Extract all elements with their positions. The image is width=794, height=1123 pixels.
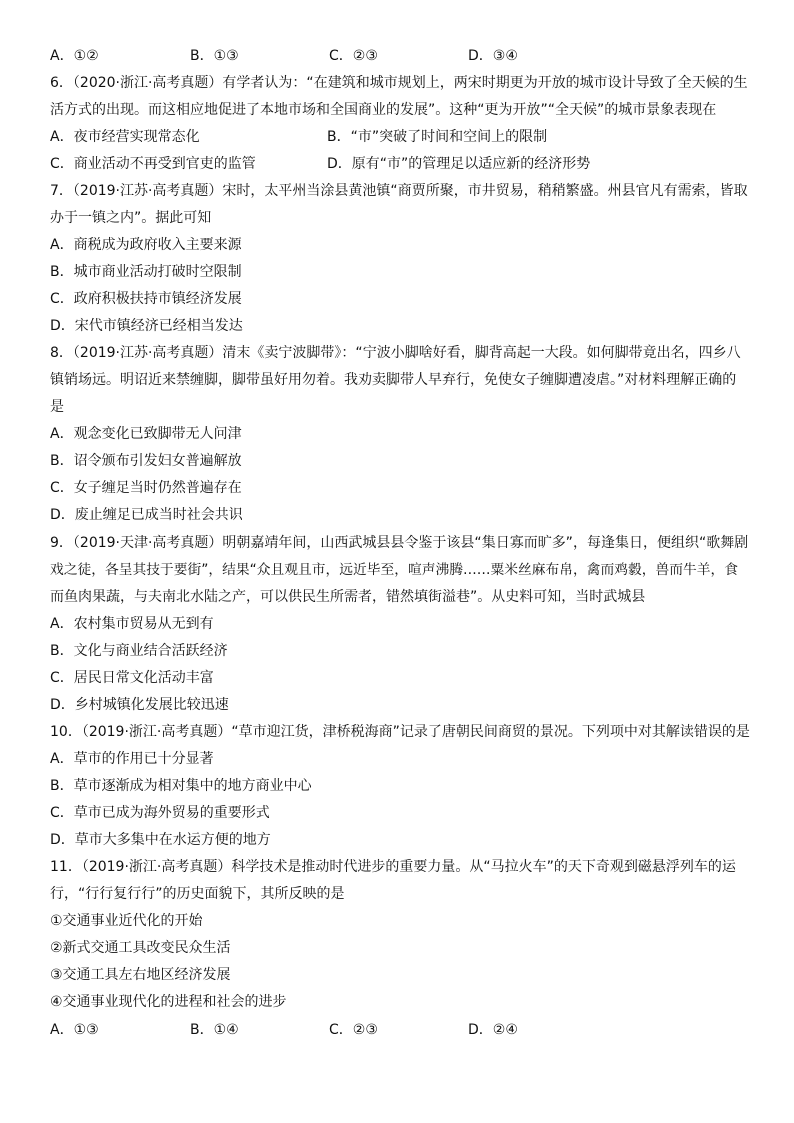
q9-stem-line2: 戏之徒，各呈其技于要街”，结果“众且观且市，远近毕至，喧声沸腾……粟米丝麻布帛，禽而鸡豰，兽而牛羊，食 — [50, 562, 739, 578]
q6-options-row1 — [50, 127, 750, 147]
q11-statement-4: ④交通事业现代化的进程和社会的进步 — [50, 994, 287, 1010]
q5-option-c: C．②③ — [329, 48, 378, 64]
q10-option-a: A．草市的作用已十分显著 — [50, 751, 214, 767]
q5-options — [50, 46, 750, 66]
q7-option-d: D．宋代市镇经济已经相当发达 — [50, 318, 243, 334]
q8-stem-line3: 是 — [50, 399, 64, 415]
q9-stem-line3: 而鱼肉果蔬，与夫南北水陆之产，可以供民生所需者，错然填街溢巷”。从史料可知，当时武城县 — [50, 589, 646, 605]
q6-option-d: D．原有“市”的管理足以适应新的经济形势 — [327, 156, 591, 172]
q7-stem-line2: 办于一镇之内”。据此可知 — [50, 210, 212, 226]
q6-option-a: A．夜市经营实现常态化 — [50, 129, 200, 145]
q9-option-c: C．居民日常文化活动丰富 — [50, 670, 214, 686]
q7-option-b: B．城市商业活动打破时空限制 — [50, 264, 242, 280]
q6-option-c: C．商业活动不再受到官吏的监管 — [50, 156, 256, 172]
q11-statement-3: ③交通工具左右地区经济发展 — [50, 967, 231, 983]
q11-statement-2: ②新式交通工具改变民众生活 — [50, 940, 231, 956]
q9-stem-line1: 9．（2019·天津·高考真题）明朝嘉靖年间，山西武城县县令鉴于该县“集日寡而旷多”，每逢集日，便组织“歌舞剧 — [50, 535, 749, 551]
q6-option-b: B．“市”突破了时间和空间上的限制 — [327, 129, 548, 145]
q11-stem-line2: 行，“行行复行行”的历史面貌下，其所反映的是 — [50, 886, 345, 902]
q10-option-b: B．草市逐渐成为相对集中的地方商业中心 — [50, 778, 312, 794]
q8-option-c: C．女子缠足当时仍然普遍存在 — [50, 480, 242, 496]
q5-option-a: A．①② — [50, 48, 99, 64]
q11-option-a: A．①③ — [50, 1022, 99, 1038]
q6-options-row2 — [50, 154, 750, 174]
q7-stem-line1: 7．（2019·江苏·高考真题）宋时，太平州当涂县黄池镇“商贾所聚，市井贸易，稍稍繁盛。州县官凡有需索，皆取 — [50, 183, 748, 199]
q8-stem-line1: 8．（2019·江苏·高考真题）清末《卖宁波脚带》：“宁波小脚啥好看，脚背高起一大段。如何脚带竟出名，四乡八 — [50, 345, 741, 361]
q5-option-b: B．①③ — [190, 48, 239, 64]
q8-option-d: D．废止缠足已成当时社会共识 — [50, 507, 243, 523]
q6-stem-line1: 6．（2020·浙江·高考真题）有学者认为：“在建筑和城市规划上，两宋时期更为开放的城市设计导致了全天候的生 — [50, 75, 748, 91]
q10-option-c: C．草市已成为海外贸易的重要形式 — [50, 805, 270, 821]
q7-option-c: C．政府积极扶持市镇经济发展 — [50, 291, 242, 307]
q9-option-b: B．文化与商业结合活跃经济 — [50, 643, 228, 659]
q11-stem-line1: 11．（2019·浙江·高考真题）科学技术是推动时代进步的重要力量。从“马拉火车”的天下奇观到磁悬浮列车的运 — [50, 859, 736, 875]
q8-option-a: A．观念变化已致脚带无人问津 — [50, 426, 242, 442]
q10-stem-line1: 10．（2019·浙江·高考真题）“草市迎江货，津桥税海商”记录了唐朝民间商贸的景况。下列项中对其解读错误的是 — [50, 724, 750, 740]
q5-option-d: D．③④ — [468, 48, 518, 64]
q11-option-c: C．②③ — [329, 1022, 378, 1038]
q6-stem-line2: 活方式的出现。而这相应地促进了本地市场和全国商业的发展”。这种“更为开放”“全天候”的城市景象表现在 — [50, 102, 717, 118]
q7-option-a: A．商税成为政府收入主要来源 — [50, 237, 242, 253]
q9-option-a: A．农村集市贸易从无到有 — [50, 616, 214, 632]
q11-options — [50, 1020, 750, 1040]
q11-option-b: B．①④ — [190, 1022, 239, 1038]
q10-option-d: D．草市大多集中在水运方便的地方 — [50, 832, 271, 848]
q9-option-d: D．乡村城镇化发展比较迅速 — [50, 697, 229, 713]
q8-option-b: B．诏令颁布引发妇女普遍解放 — [50, 453, 242, 469]
q11-statement-1: ①交通事业近代化的开始 — [50, 913, 203, 929]
q11-option-d: D．②④ — [468, 1022, 518, 1038]
q8-stem-line2: 镇销场远。明诏近来禁缠脚，脚带虽好用勿着。我劝卖脚带人早弃行，免使女子缠脚遭凌虐。”对材料理解正确的 — [50, 372, 737, 388]
